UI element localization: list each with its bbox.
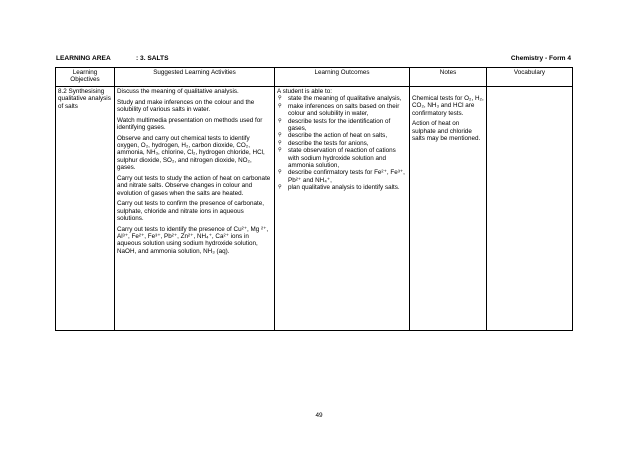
list-item: ⚲ make inferences on salts based on their colour and solubility in water, xyxy=(278,102,400,118)
table-row xyxy=(56,87,573,331)
bullet-icon: ⚲ xyxy=(278,132,282,139)
bullet-icon: ⚲ xyxy=(278,102,282,109)
bullet-icon: ⚲ xyxy=(278,95,282,102)
list-item: ⚲ describe the tests for anions, xyxy=(278,139,369,147)
notes-cell xyxy=(410,87,487,331)
outcomes-cell xyxy=(275,87,410,331)
activity-item: Carry out tests to study the action of heat on carbonate and nitrate salts. Observe changes in colour and evolution of gases when the salts are heated. xyxy=(117,174,271,197)
page-header xyxy=(56,55,571,65)
column-header-vocabulary: Vocabulary xyxy=(487,68,573,87)
bullet-icon: ⚲ xyxy=(278,117,282,124)
column-header-notes: Notes xyxy=(410,68,487,87)
bullet-icon: ⚲ xyxy=(278,139,282,146)
note-item: Chemical tests for O₂, H₂, CO₂, NH₃ and HCl are confirmatory tests. xyxy=(412,95,484,117)
topic-title: : 3. SALTS xyxy=(136,55,169,62)
list-item: ⚲ describe confirmatory tests for Fe²⁺, Fe³⁺, Pb²⁺ and NH₄⁺, xyxy=(278,169,405,184)
activity-item: Watch multimedia presentation on methods used for identifying gases. xyxy=(117,116,263,131)
bullet-icon: ⚲ xyxy=(278,184,282,191)
objective-text: 8.2 Synthesising qualitative analysis of salts xyxy=(58,88,111,110)
column-header-objectives: Learning Objectives xyxy=(56,68,115,87)
outcomes-intro: A student is able to: xyxy=(277,88,332,95)
column-header-activities: Suggested Learning Activities xyxy=(115,68,275,87)
subject-title: Chemistry - Form 4 xyxy=(510,55,571,62)
activity-item: Study and make inferences on the colour and the solubility of various salts in water. xyxy=(117,98,255,113)
table-header-row xyxy=(56,68,573,87)
list-item: ⚲ plan qualitative analysis to identify salts. xyxy=(278,184,400,192)
bullet-icon: ⚲ xyxy=(278,169,282,176)
activity-item: Observe and carry out chemical tests to identify oxygen, O₂, hydrogen, H₂, carbon dioxide, CO₂, ammonia, NH₃, chlorine, Cl₂, hydrogen chloride, HCl, sulphur dioxide, SO₂, and nitrogen dioxide, NO₂, gases. xyxy=(117,134,265,172)
vocabulary-cell xyxy=(487,87,573,331)
activity-item: Carry out tests to identify the presence of Cu²⁺, Mg ²⁺, Al³⁺, Fe²⁺, Fe³⁺, Pb²⁺, Zn²⁺, NH₄⁺, Ca²⁺ ions in aqueous solution using sodium hydroxide solution, NaOH, and ammonia solution, NH₃ (aq). xyxy=(117,225,269,255)
column-header-outcomes: Learning Outcomes xyxy=(275,68,410,87)
page-number: 49 xyxy=(315,412,323,419)
note-item: Action of heat on sulphate and chloride salts may be mentioned. xyxy=(412,120,481,143)
list-item: ⚲ describe the action of heat on salts, xyxy=(278,132,388,140)
activities-cell xyxy=(115,87,275,331)
learning-area-label: LEARNING AREA xyxy=(56,55,111,62)
bullet-icon: ⚲ xyxy=(278,147,282,154)
list-item: ⚲ state observation of reaction of cations with sodium hydroxide solution and ammonia solution, xyxy=(278,147,396,170)
list-item: ⚲ describe tests for the identification of gases, xyxy=(278,117,391,133)
activity-item: Discuss the meaning of qualitative analysis. xyxy=(117,88,239,95)
objective-cell xyxy=(56,87,115,331)
activity-item: Carry out tests to confirm the presence of carbonate, sulphate, chloride and nitrate ions in aqueous solutions. xyxy=(117,200,264,223)
list-item: ⚲ state the meaning of qualitative analysis, xyxy=(278,95,402,103)
outcomes-list xyxy=(277,95,407,191)
syllabus-table xyxy=(55,67,573,331)
